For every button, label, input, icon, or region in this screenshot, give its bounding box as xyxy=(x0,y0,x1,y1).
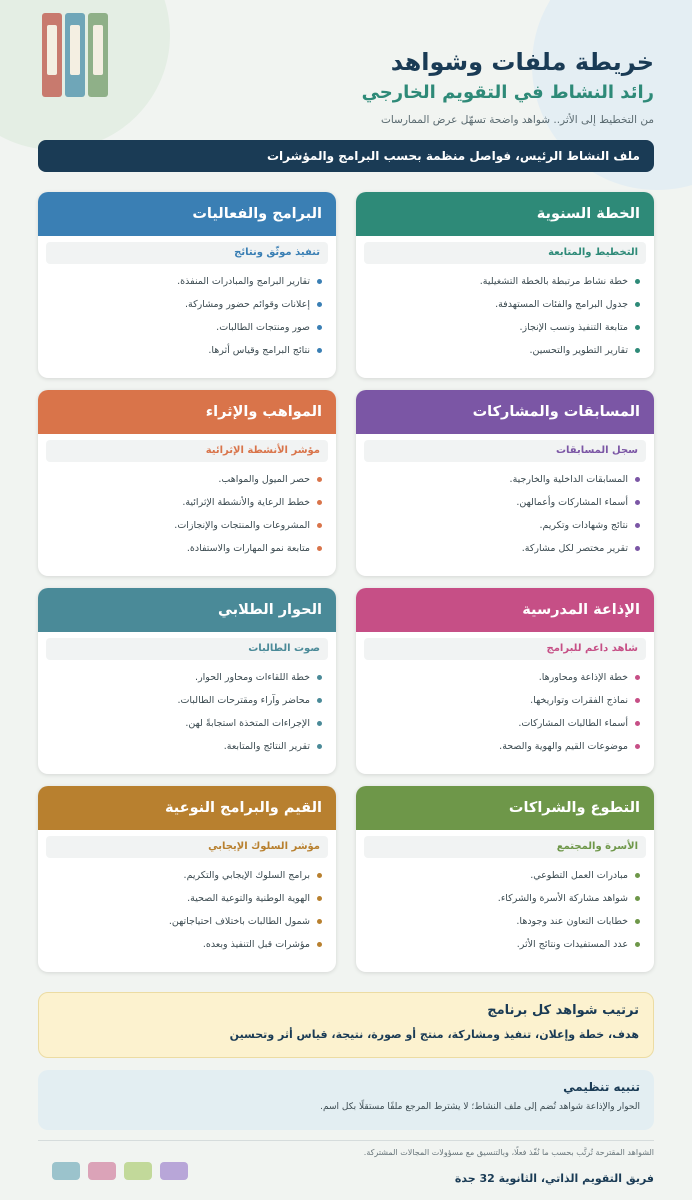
card-title: الحوار الطلابي xyxy=(38,588,336,632)
list-item: محاضر وآراء ومقترحات الطالبات. xyxy=(48,689,322,712)
card-list xyxy=(356,264,654,362)
card-subtitle: الأسرة والمجتمع xyxy=(364,836,646,858)
list-item: خطة الإذاعة ومحاورها. xyxy=(366,666,640,689)
swatch xyxy=(124,1162,152,1180)
list-item: خطة نشاط مرتبطة بالخطة التشغيلية. xyxy=(366,270,640,293)
card-list xyxy=(38,660,336,758)
list-item: المشروعات والمنتجات والإنجازات. xyxy=(48,514,322,537)
card-title: التطوع والشراكات xyxy=(356,786,654,830)
card-list xyxy=(38,858,336,956)
card-title: الخطة السنوية xyxy=(356,192,654,236)
list-item: حصر الميول والمواهب. xyxy=(48,468,322,491)
program-card xyxy=(356,786,654,972)
evidence-order-title: ترتيب شواهد كل برنامج xyxy=(487,1003,639,1018)
card-list xyxy=(38,462,336,560)
color-swatches xyxy=(52,1162,192,1180)
list-item: خطابات التعاون عند وجودها. xyxy=(366,910,640,933)
list-item: المسابقات الداخلية والخارجية. xyxy=(366,468,640,491)
list-item: خطة اللقاءات ومحاور الحوار. xyxy=(48,666,322,689)
list-item: تقارير التطوير والتحسين. xyxy=(366,339,640,362)
card-subtitle: مؤشر الأنشطة الإثرائية xyxy=(46,440,328,462)
card-title: القيم والبرامج النوعية xyxy=(38,786,336,830)
card-list xyxy=(356,462,654,560)
binders-icon xyxy=(42,13,108,97)
card-subtitle: مؤشر السلوك الإيجابي xyxy=(46,836,328,858)
list-item: موضوعات القيم والهوية والصحة. xyxy=(366,735,640,758)
card-subtitle: صوت الطالبات xyxy=(46,638,328,660)
list-item: متابعة نمو المهارات والاستفادة. xyxy=(48,537,322,560)
list-item: مؤشرات قبل التنفيذ وبعده. xyxy=(48,933,322,956)
organizational-note-body: الحوار والإذاعة شواهد تُضم إلى ملف النشاط؛ لا يشترط المرجع ملفًا مستقلًا بكل اسم. xyxy=(320,1102,640,1112)
page-tagline: من التخطيط إلى الأثر.. شواهد واضحة تسهّل عرض الممارسات xyxy=(380,114,654,126)
program-card xyxy=(38,390,336,576)
main-file-banner: ملف النشاط الرئيس، فواصل منظمة بحسب البرامج والمؤشرات xyxy=(38,140,654,172)
list-item: أسماء المشاركات وأعمالهن. xyxy=(366,491,640,514)
program-card xyxy=(38,588,336,774)
list-item: صور ومنتجات الطالبات. xyxy=(48,316,322,339)
card-list xyxy=(38,264,336,362)
page-subtitle: رائد النشاط في التقويم الخارجي xyxy=(361,82,654,103)
list-item: إعلانات وقوائم حضور ومشاركة. xyxy=(48,293,322,316)
organizational-note-title: تنبيه تنظيمي xyxy=(563,1080,640,1094)
list-item: خطط الرعاية والأنشطة الإثرائية. xyxy=(48,491,322,514)
organizational-note xyxy=(38,1070,654,1130)
list-item: نتائج البرامج وقياس أثرها. xyxy=(48,339,322,362)
program-card xyxy=(356,588,654,774)
page-header xyxy=(174,46,654,126)
footer-team: فريق التقويم الذاتي، الثانوية 32 جدة xyxy=(454,1172,654,1185)
list-item: متابعة التنفيذ ونسب الإنجاز. xyxy=(366,316,640,339)
list-item: عدد المستفيدات ونتائج الأثر. xyxy=(366,933,640,956)
footer-note: الشواهد المقترحة تُرتَّب بحسب ما نُفّذ فعلًا، وبالتنسيق مع مسؤولات المجالات المشتركة. xyxy=(363,1148,654,1157)
list-item: تقرير مختصر لكل مشاركة. xyxy=(366,537,640,560)
card-list xyxy=(356,858,654,956)
list-item: نماذج الفقرات وتواريخها. xyxy=(366,689,640,712)
card-title: المسابقات والمشاركات xyxy=(356,390,654,434)
list-item: جدول البرامج والفئات المستهدفة. xyxy=(366,293,640,316)
program-card xyxy=(38,192,336,378)
list-item: الهوية الوطنية والتوعية الصحية. xyxy=(48,887,322,910)
card-subtitle: سجل المسابقات xyxy=(364,440,646,462)
swatch xyxy=(160,1162,188,1180)
card-subtitle: التخطيط والمتابعة xyxy=(364,242,646,264)
swatch xyxy=(88,1162,116,1180)
card-title: الإذاعة المدرسية xyxy=(356,588,654,632)
program-card xyxy=(356,390,654,576)
footer-divider xyxy=(38,1140,654,1141)
list-item: شواهد مشاركة الأسرة والشركاء. xyxy=(366,887,640,910)
program-card xyxy=(38,786,336,972)
list-item: مبادرات العمل التطوعي. xyxy=(366,864,640,887)
card-subtitle: شاهد داعم للبرامج xyxy=(364,638,646,660)
card-subtitle: تنفيذ موثّق ونتائج xyxy=(46,242,328,264)
list-item: الإجراءات المتخذة استجابةً لهن. xyxy=(48,712,322,735)
list-item: تقارير البرامج والمبادرات المنفذة. xyxy=(48,270,322,293)
evidence-order-body: هدف، خطة وإعلان، تنفيذ ومشاركة، منتج أو صورة، نتيجة، قياس أثر وتحسين xyxy=(229,1028,639,1041)
list-item: برامج السلوك الإيجابي والتكريم. xyxy=(48,864,322,887)
list-item: تقرير النتائج والمتابعة. xyxy=(48,735,322,758)
swatch xyxy=(52,1162,80,1180)
card-title: البرامج والفعاليات xyxy=(38,192,336,236)
list-item: نتائج وشهادات وتكريم. xyxy=(366,514,640,537)
list-item: شمول الطالبات باختلاف احتياجاتهن. xyxy=(48,910,322,933)
program-card xyxy=(356,192,654,378)
card-title: المواهب والإثراء xyxy=(38,390,336,434)
card-list xyxy=(356,660,654,758)
evidence-order-note xyxy=(38,992,654,1058)
list-item: أسماء الطالبات المشاركات. xyxy=(366,712,640,735)
page-title: خريطة ملفات وشواهد xyxy=(390,48,654,76)
